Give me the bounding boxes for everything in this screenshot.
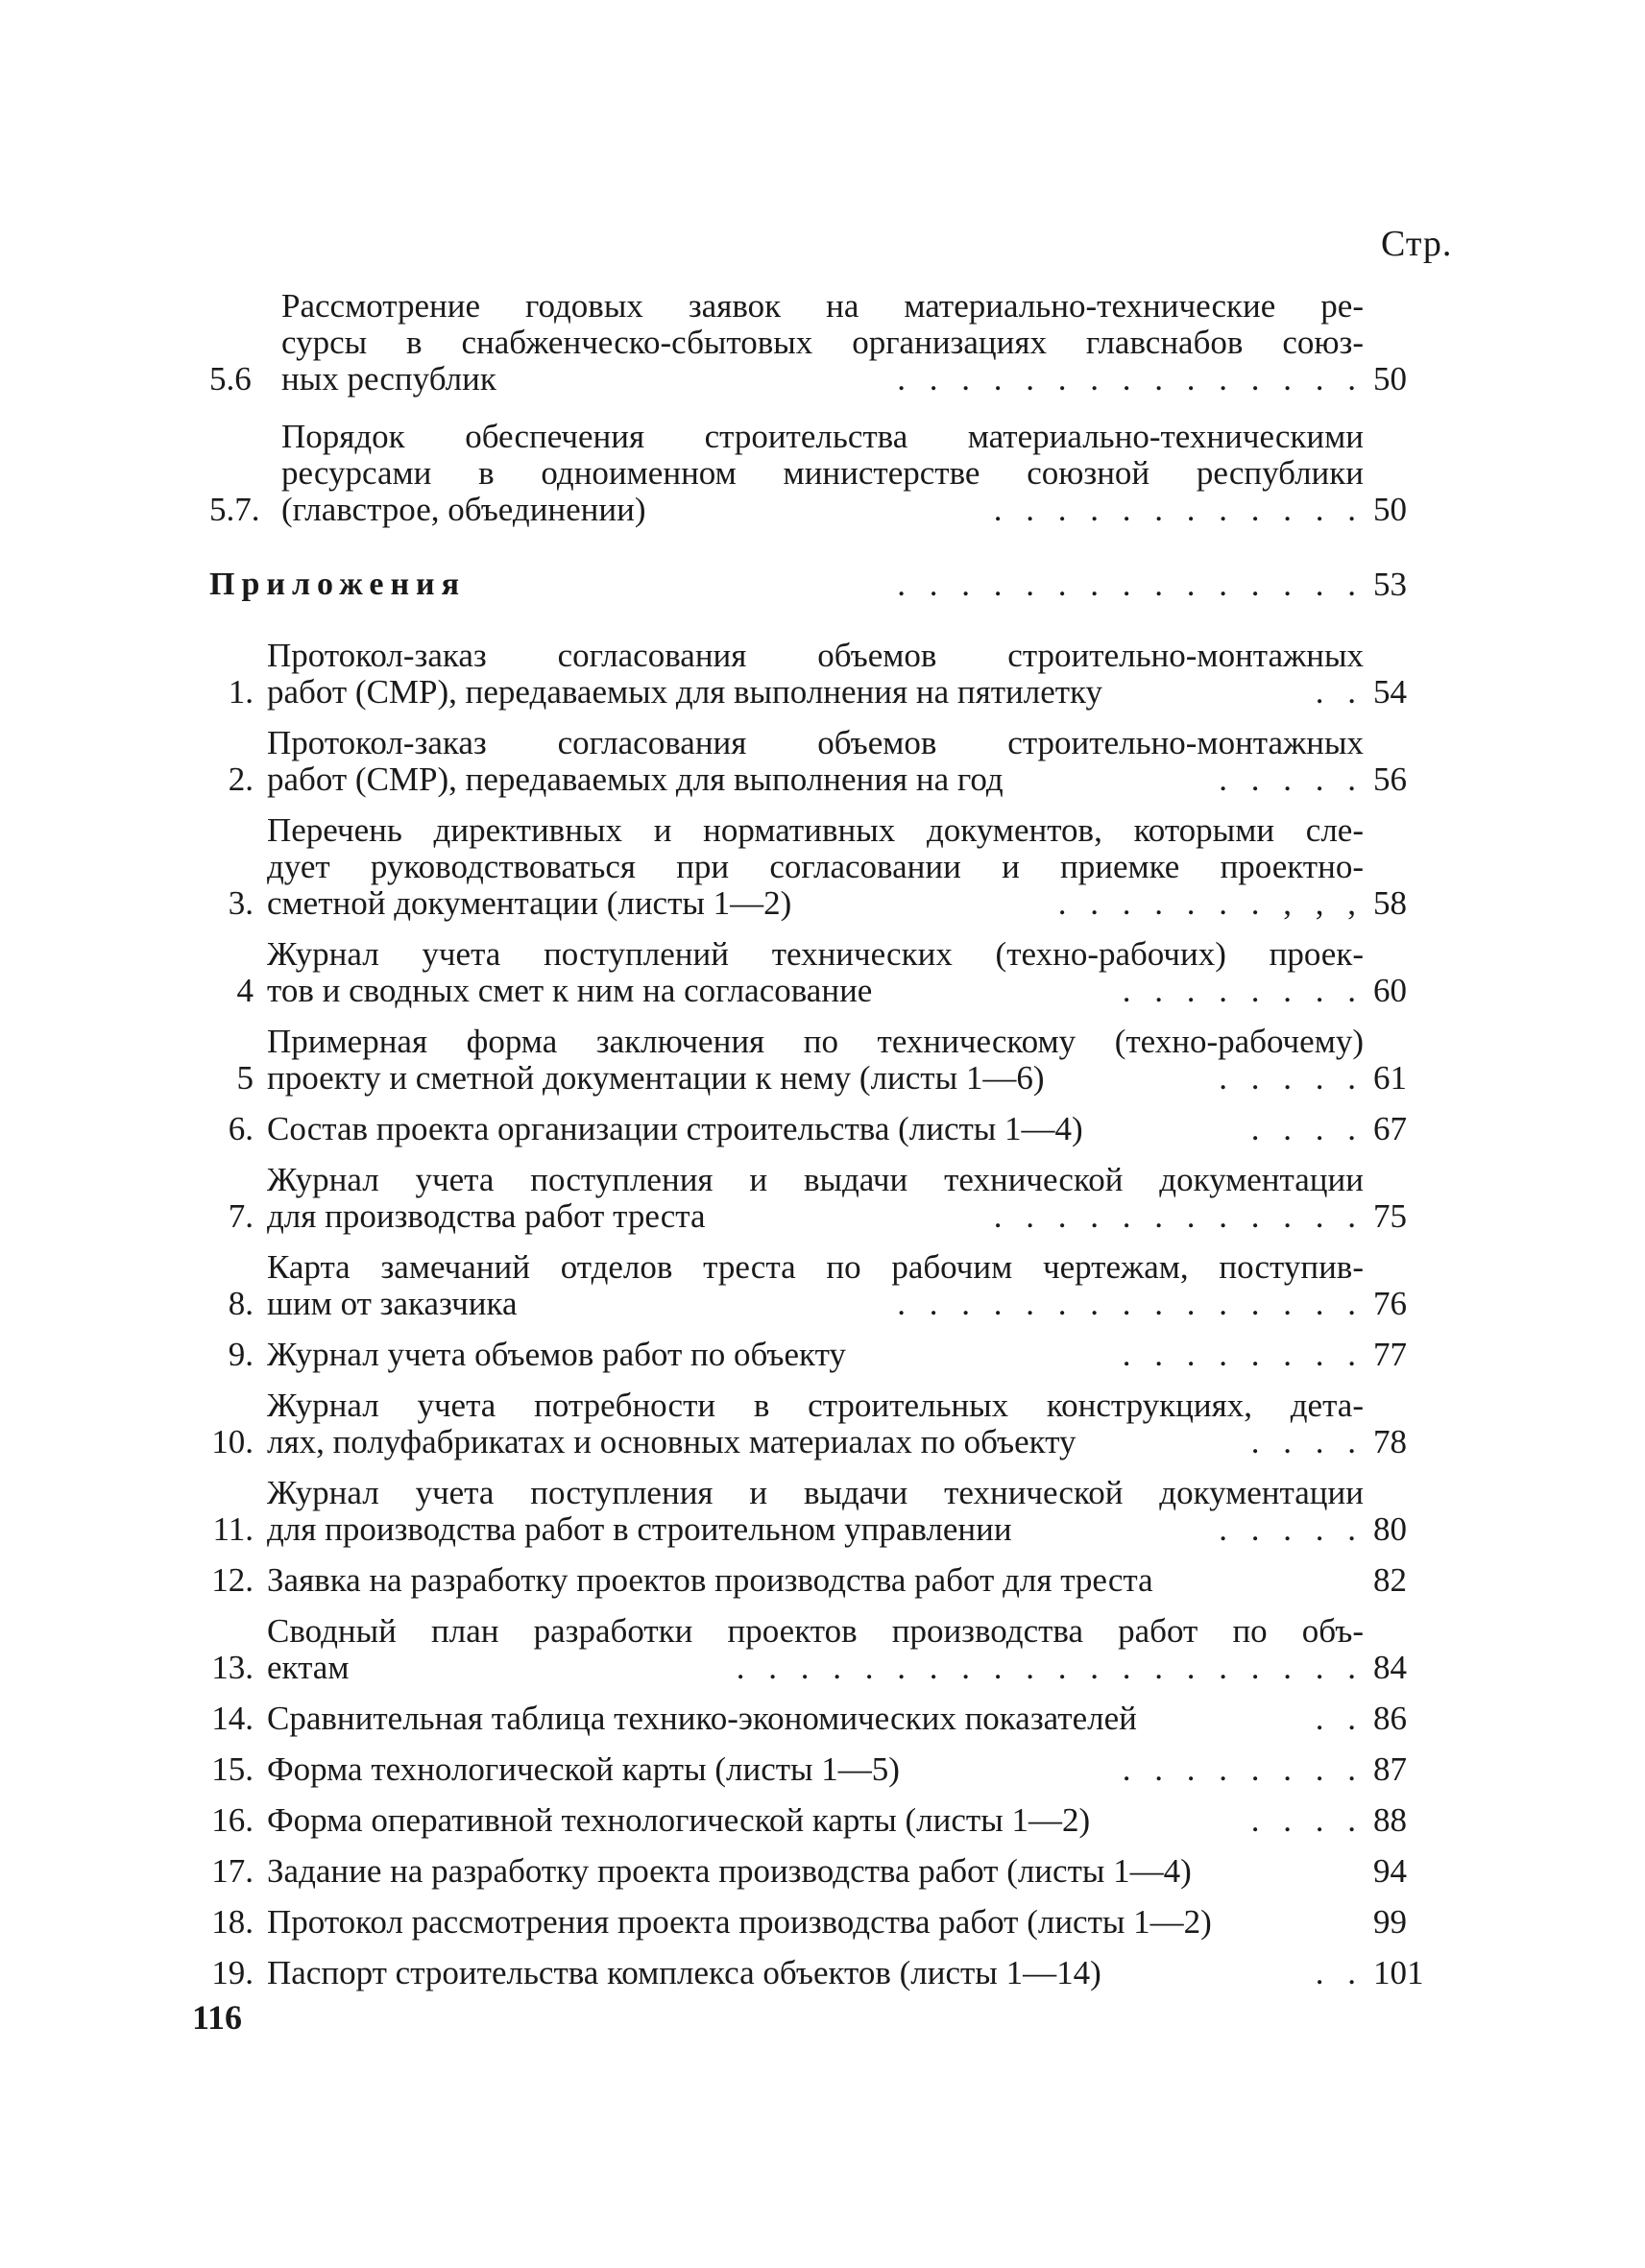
entry-line: Протокол-заказ согласования объемов строительно-монтажных [267,637,1364,674]
leader-dots: . . . . [1250,1801,1364,1839]
entry-line-last [267,1337,1364,1373]
entry-line-last [267,1286,1364,1322]
entry-line: Состав проекта организации строительства (листы 1—4) [267,1110,1083,1147]
entry-line: дует руководствоваться при согласовании и приемке проектно- [267,848,1364,885]
entry-text [281,288,1431,398]
entry-text [267,1475,1431,1548]
entry-page: 88 [1373,1801,1407,1839]
entry-line: Журнал учета потребности в строительных конструкциях, дета- [267,1387,1364,1424]
entry-number: 6. [228,1110,254,1147]
entry-line: (главстрое, объединении) [281,491,646,528]
entry-line-last [267,1650,1364,1686]
entry-line-last [267,1701,1364,1737]
entry-page: 61 [1373,1059,1407,1097]
toc-appendix-entry [209,1613,1431,1686]
entry-number: 10. [211,1423,254,1460]
entry-line: лях, полуфабрикатах и основных материалах по объекту [267,1423,1077,1460]
entry-line: ных республик [281,360,496,398]
leader-dots: . . . . [1250,1110,1364,1147]
leader-dots: . . . . . . . . [1122,972,1364,1009]
entry-number: 11. [212,1510,254,1548]
entry-line: Журнал учета объемов работ по объекту [267,1336,846,1373]
entry-text [267,812,1431,922]
entry-page: 94 [1373,1852,1407,1890]
entry-number: 15. [211,1750,254,1788]
leader-dots: . . . . . . . . [1122,1336,1364,1373]
entry-line: работ (СМР), передаваемых для выполнения на пятилетку [267,673,1103,711]
appendix-heading-label: Приложения [209,567,467,602]
entry-number: 19. [211,1954,254,1991]
entry-line-last [267,1111,1364,1147]
entry-page: 75 [1373,1197,1407,1235]
toc-appendix-entry [209,638,1431,711]
entry-line: ектам [267,1649,350,1686]
entry-line: для производства работ треста [267,1197,706,1235]
entry-line: Примерная форма заключения по техническому (техно-рабочему) [267,1023,1364,1060]
entry-text [267,638,1431,711]
toc-appendix-heading [209,567,1431,603]
entry-line: проекту и сметной документации к нему (листы 1—6) [267,1059,1045,1097]
toc-appendix-entry [209,1387,1431,1460]
entry-line: шим от заказчика [267,1285,518,1322]
entry-page: 60 [1373,972,1407,1009]
entry-page: 54 [1373,673,1407,711]
entry-text [267,1613,1431,1686]
entry-line: работ (СМР), передаваемых для выполнения на год [267,760,1004,798]
entry-line: Порядок обеспечения строительства материально-техническими [281,418,1364,455]
entry-text [209,567,1431,603]
toc-appendix-entry [209,1751,1431,1788]
leader-dots: . . . . . . . . . . . . . . . [897,1285,1364,1322]
toc-entry-5-6 [209,288,1431,398]
entry-line: Карта замечаний отделов треста по рабочим чертежам, поступив- [267,1248,1364,1286]
entry-text [267,1853,1431,1890]
entry-text [267,1024,1431,1097]
toc-appendix-entry [209,1853,1431,1890]
entry-line: Журнал учета поступления и выдачи технической документации [267,1474,1364,1511]
entry-line-last [281,361,1364,398]
toc-appendix-entry [209,1802,1431,1839]
leader-dots: . . . . . . . . . . . . . . . . . . . . [736,1649,1364,1686]
entry-line-last [267,1955,1364,1991]
entry-number: 1. [228,673,254,711]
entry-number: 7. [228,1197,254,1235]
toc-appendix-entry [209,1701,1431,1737]
entry-line: Задание на разработку проекта производства работ (листы 1—4) [267,1852,1192,1890]
entry-line: сметной документации (листы 1—2) [267,884,792,922]
toc-appendix-entry [209,1249,1431,1322]
entry-number: 14. [211,1700,254,1737]
entry-line-last [267,1802,1364,1839]
entry-text [267,1955,1431,1991]
toc-appendix-entry [209,1955,1431,1991]
entry-number: 17. [211,1852,254,1890]
entry-number: 16. [211,1801,254,1839]
entry-line: Заявка на разработку проектов производства работ для треста [267,1561,1153,1599]
toc-appendix-entry [209,1024,1431,1097]
entry-text [267,936,1431,1009]
entry-text [267,1162,1431,1235]
toc-appendix-entry [209,812,1431,922]
entry-line-last [267,973,1364,1009]
entry-line-last [267,1424,1364,1460]
table-of-contents [209,288,1431,2006]
entry-page: 80 [1373,1510,1407,1548]
entry-line-last [267,674,1364,711]
entry-number: 5.6 [209,360,252,398]
entry-page: 99 [1373,1903,1407,1941]
leader-dots: . . [1315,1954,1364,1991]
entry-line-last [267,1751,1364,1788]
entry-number: 5.7. [209,491,260,528]
entry-number: 5 [236,1059,254,1097]
entry-page: 76 [1373,1285,1407,1322]
toc-appendix-entry [209,1162,1431,1235]
leader-dots: . . . . . . . . . . . . . . . [897,566,1364,603]
leader-dots: . . . . . . . . . . . . . . . [897,360,1364,398]
toc-appendix-entry [209,725,1431,798]
entry-line: ресурсами в одноименном министерстве союзной республики [281,454,1364,492]
entry-text [267,1751,1431,1788]
entry-text [267,725,1431,798]
entry-line-last [267,1511,1364,1548]
page-number: 116 [192,1998,243,2037]
entry-number: 9. [228,1336,254,1373]
leader-dots: . . . . . . . . . . . . [993,1197,1364,1235]
leader-dots: . . . . . . . . . . . . [993,491,1364,528]
entry-line: Форма технологической карты (листы 1—5) [267,1750,900,1788]
toc-appendix-entry [209,1111,1431,1147]
entry-number: 13. [211,1649,254,1686]
entry-line: сурсы в снабженческо-сбытовых организациях главснабов союз- [281,324,1364,361]
entry-page: 67 [1373,1110,1407,1147]
entry-line: Журнал учета поступлений технических (техно-рабочих) проек- [267,935,1364,973]
entry-text [267,1111,1431,1147]
leader-dots: . . . . . . . , , , [1057,884,1364,922]
toc-appendix-entry [209,1337,1431,1373]
entry-line: Протокол рассмотрения проекта производства работ (листы 1—2) [267,1903,1212,1941]
leader-dots: . . . . [1250,1423,1364,1460]
toc-appendix-entry [209,1904,1431,1941]
toc-entry-5-7 [209,419,1431,528]
entry-number: 2. [228,760,254,798]
leader-dots: . . [1315,673,1364,711]
entry-line-last [267,1904,1364,1941]
entry-text [267,1337,1431,1373]
heading-line [209,567,1364,603]
entry-page: 101 [1373,1954,1424,1991]
entry-page: 50 [1373,360,1407,398]
entry-page: 50 [1373,491,1407,528]
leader-dots: . . . . . [1219,1510,1364,1548]
entry-page: 86 [1373,1700,1407,1737]
entry-line: для производства работ в строительном управлении [267,1510,1012,1548]
entry-line-last [267,761,1364,798]
entry-text [267,1904,1431,1941]
entry-page: 77 [1373,1336,1407,1373]
entry-number: 8. [228,1285,254,1322]
toc-appendix-entry [209,936,1431,1009]
appendix-list [209,638,1431,1991]
entry-text [267,1387,1431,1460]
entry-line-last [267,1562,1364,1599]
entry-line: Рассмотрение годовых заявок на материально-технические ре- [281,287,1364,325]
entry-line: Форма оперативной технологической карты (листы 1—2) [267,1801,1091,1839]
entry-page: 78 [1373,1423,1407,1460]
entry-line-last [281,492,1364,528]
entry-line: Журнал учета поступления и выдачи технической документации [267,1161,1364,1198]
entry-page: 56 [1373,760,1407,798]
leader-dots: . . . . . [1219,1059,1364,1097]
entry-page: 82 [1373,1561,1407,1599]
entry-line: Сводный план разработки проектов производства работ по объ- [267,1612,1364,1650]
entry-line: Протокол-заказ согласования объемов строительно-монтажных [267,724,1364,761]
entry-line-last [267,1853,1364,1890]
entry-page: 58 [1373,884,1407,922]
entry-text [267,1562,1431,1599]
entry-number: 3. [228,884,254,922]
entry-line-last [267,885,1364,922]
toc-appendix-entry [209,1475,1431,1548]
leader-dots: . . . . . . . . [1122,1750,1364,1788]
entry-text [267,1701,1431,1737]
leader-dots: . . [1315,1700,1364,1737]
entry-page: 53 [1373,566,1407,603]
page-column-header: Стр. [1381,224,1453,264]
toc-appendix-entry [209,1562,1431,1599]
entry-line-last [267,1198,1364,1235]
entry-text [267,1802,1431,1839]
entry-page: 84 [1373,1649,1407,1686]
entry-number: 18. [211,1903,254,1941]
entry-line: тов и сводных смет к ним на согласование [267,972,873,1009]
entry-number: 4 [236,972,254,1009]
leader-dots: . . . . . [1219,760,1364,798]
entry-line: Перечень директивных и нормативных документов, которыми сле- [267,811,1364,849]
entry-text [267,1249,1431,1322]
entry-text [281,419,1431,528]
entry-line: Паспорт строительства комплекса объектов (листы 1—14) [267,1954,1101,1991]
entry-page: 87 [1373,1750,1407,1788]
entry-line: Сравнительная таблица технико-экономических показателей [267,1700,1137,1737]
entry-number: 12. [211,1561,254,1599]
entry-line-last [267,1060,1364,1097]
